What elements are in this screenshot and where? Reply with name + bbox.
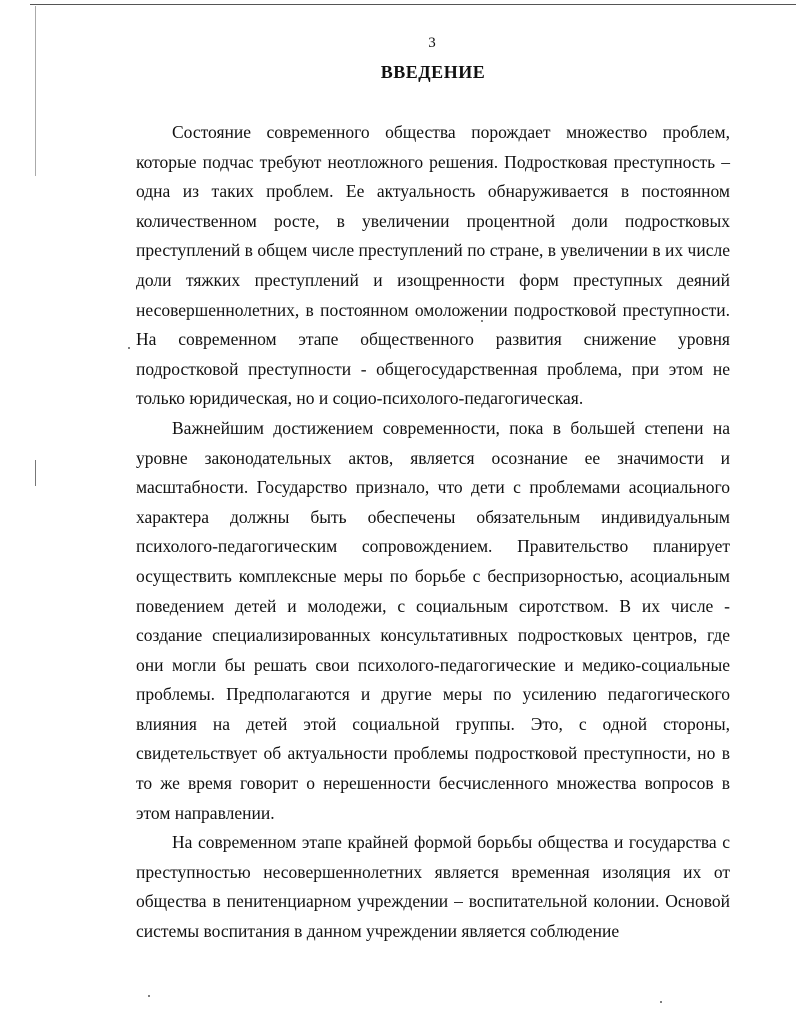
- scan-left-mark: [35, 460, 36, 486]
- body-text: [136, 118, 730, 947]
- scan-speck: [148, 995, 150, 997]
- scan-speck: [128, 347, 130, 349]
- scan-speck: [660, 1001, 662, 1003]
- scan-left-edge: [35, 6, 36, 176]
- scan-top-border: [30, 4, 796, 5]
- page-number: 3: [428, 35, 436, 51]
- paragraph-2: Важнейшим достижением современности, пока в большей степени на уровне законодательных актов, является осознание ее значимости и масштабности. Государство признало, что дети с проблемами асоциального характера должны быть обеспечены обязательным индивидуальным психолого-педагогическим сопровождением. Правительство планирует осуществить комплексные меры по борьбе с беспризорностью, асоциальным поведением детей и молодежи, с социальным сиротством. В их числе - создание специализированных консультативных подростковых центров, где они могли бы решать свои психолого-педагогические и медико-социальные проблемы. Предполагаются и другие меры по усилению педагогического влияния на детей этой социальной группы. Это, с одной стороны, свидетельствует об актуальности проблемы подростковой преступности, но в то же время говорит о нерешенности бесчисленного множества вопросов в этом направлении.: [136, 417, 730, 823]
- paragraph-3: На современном этапе крайней формой борьбы общества и государства с преступностью несовершеннолетних является временная изоляция их от общества в пенитенциарном учреждении – воспитательной колонии. Основой системы воспитания в данном учреждении является соблюдение: [136, 832, 730, 942]
- page-title: ВВЕДЕНИЕ: [380, 62, 486, 82]
- paragraph-1: Состояние современного общества порождает множество проблем, которые подчас требуют неотложного решения. Подростковая преступность – одна из таких проблем. Ее актуальность обнаруживается в постоянном количественном росте, в увеличении процентной доли подростковых преступлений в общем числе преступлений по стране, в увеличении в их числе доли тяжких преступлений и изощренности форм преступных деяний несовершеннолетних, в постоянном омоложении подростковой преступности. На современном этапе общественного развития снижение уровня подростковой преступности - общегосударственная проблема, при этом не только юридическая, но и социо-психолого-педагогическая.: [136, 122, 730, 409]
